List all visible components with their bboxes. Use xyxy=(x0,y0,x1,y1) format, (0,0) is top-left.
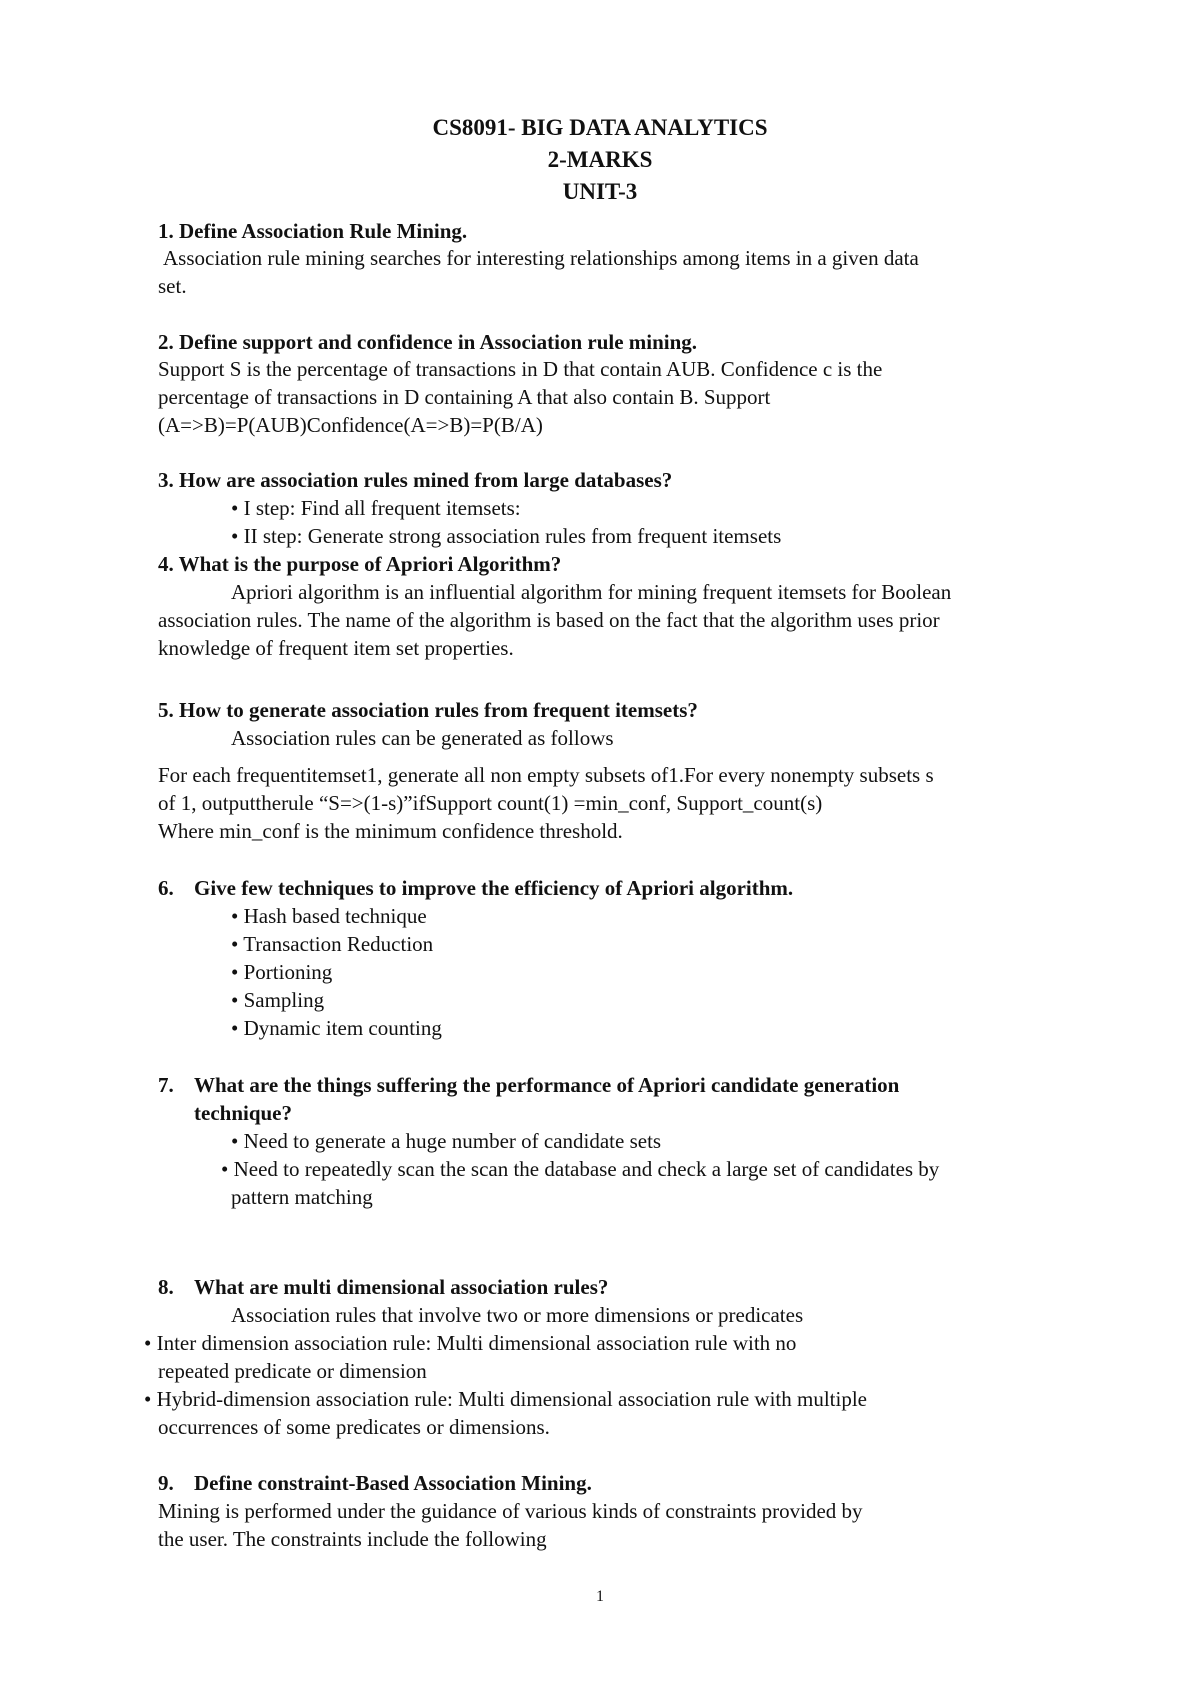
marks-heading: 2-MARKS xyxy=(547,147,653,172)
answer-line: Mining is performed under the guidance of various kinds of constraints provided by xyxy=(158,1499,863,1523)
course-title: CS8091- BIG DATA ANALYTICS xyxy=(432,115,768,140)
bullet-item: • Sampling xyxy=(231,988,325,1012)
bullet-item: • Inter dimension association rule: Multi dimensional association rule with no xyxy=(144,1331,797,1355)
bullet-item: • Dynamic item counting xyxy=(231,1016,442,1040)
answer-line: (A=>B)=P(AUB)Confidence(A=>B)=P(B/A) xyxy=(158,413,543,437)
answer-line: set. xyxy=(158,274,187,298)
page-number: 1 xyxy=(596,1588,604,1605)
question-8-title: What are multi dimensional association rules? xyxy=(194,1275,609,1299)
question-8-number: 8. xyxy=(158,1275,174,1299)
answer-line: For each frequentitemset1, generate all non empty subsets of1.For every nonempty subsets s xyxy=(158,763,934,787)
bullet-item-cont: occurrences of some predicates or dimensions. xyxy=(158,1415,550,1439)
question-4-title: 4. What is the purpose of Apriori Algorithm? xyxy=(158,552,562,576)
answer-line: of 1, outputtherule “S=>(1-s)”ifSupport count(1) =min_conf, Support_count(s) xyxy=(158,791,823,815)
bullet-item: • II step: Generate strong association rules from frequent itemsets xyxy=(231,524,782,548)
answer-line: knowledge of frequent item set properties. xyxy=(158,636,514,660)
question-3-title: 3. How are association rules mined from large databases? xyxy=(158,468,673,492)
bullet-item: • Portioning xyxy=(231,960,333,984)
question-2-title: 2. Define support and confidence in Association rule mining. xyxy=(158,330,698,354)
bullet-item: • Need to generate a huge number of candidate sets xyxy=(231,1129,662,1153)
bullet-item: • Transaction Reduction xyxy=(231,932,434,956)
question-7-title-cont: technique? xyxy=(194,1101,293,1125)
question-6-number: 6. xyxy=(158,876,174,900)
question-7-title: What are the things suffering the performance of Apriori candidate generation xyxy=(194,1073,900,1097)
question-7-number: 7. xyxy=(158,1073,174,1097)
answer-line: Where min_conf is the minimum confidence threshold. xyxy=(158,819,623,843)
bullet-item: • I step: Find all frequent itemsets: xyxy=(231,496,521,520)
answer-line: Association rules that involve two or more dimensions or predicates xyxy=(231,1303,804,1327)
unit-heading: UNIT-3 xyxy=(562,179,638,204)
bullet-item: • Hash based technique xyxy=(231,904,427,928)
answer-line: Association rules can be generated as follows xyxy=(231,726,614,750)
answer-line: Association rule mining searches for interesting relationships among items in a given data xyxy=(163,246,919,270)
bullet-item: • Hybrid-dimension association rule: Multi dimensional association rule with multiple xyxy=(144,1387,867,1411)
bullet-item: • Need to repeatedly scan the scan the database and check a large set of candidates by xyxy=(221,1157,940,1181)
bullet-item-cont: repeated predicate or dimension xyxy=(158,1359,427,1383)
question-9-number: 9. xyxy=(158,1471,174,1495)
bullet-item-cont: pattern matching xyxy=(231,1185,373,1209)
question-1-title: 1. Define Association Rule Mining. xyxy=(158,219,468,243)
answer-line: Apriori algorithm is an influential algorithm for mining frequent itemsets for Boolean xyxy=(231,580,952,604)
answer-line: the user. The constraints include the following xyxy=(158,1527,547,1551)
answer-line: association rules. The name of the algorithm is based on the fact that the algorithm uses prior xyxy=(158,608,940,632)
question-9-title: Define constraint-Based Association Mining. xyxy=(194,1471,592,1495)
question-6-title: Give few techniques to improve the efficiency of Apriori algorithm. xyxy=(194,876,794,900)
answer-line: Support S is the percentage of transactions in D that contain AUB. Confidence c is the xyxy=(158,357,883,381)
answer-line: percentage of transactions in D containing A that also contain B. Support xyxy=(158,385,771,409)
question-5-title: 5. How to generate association rules from frequent itemsets? xyxy=(158,698,698,722)
